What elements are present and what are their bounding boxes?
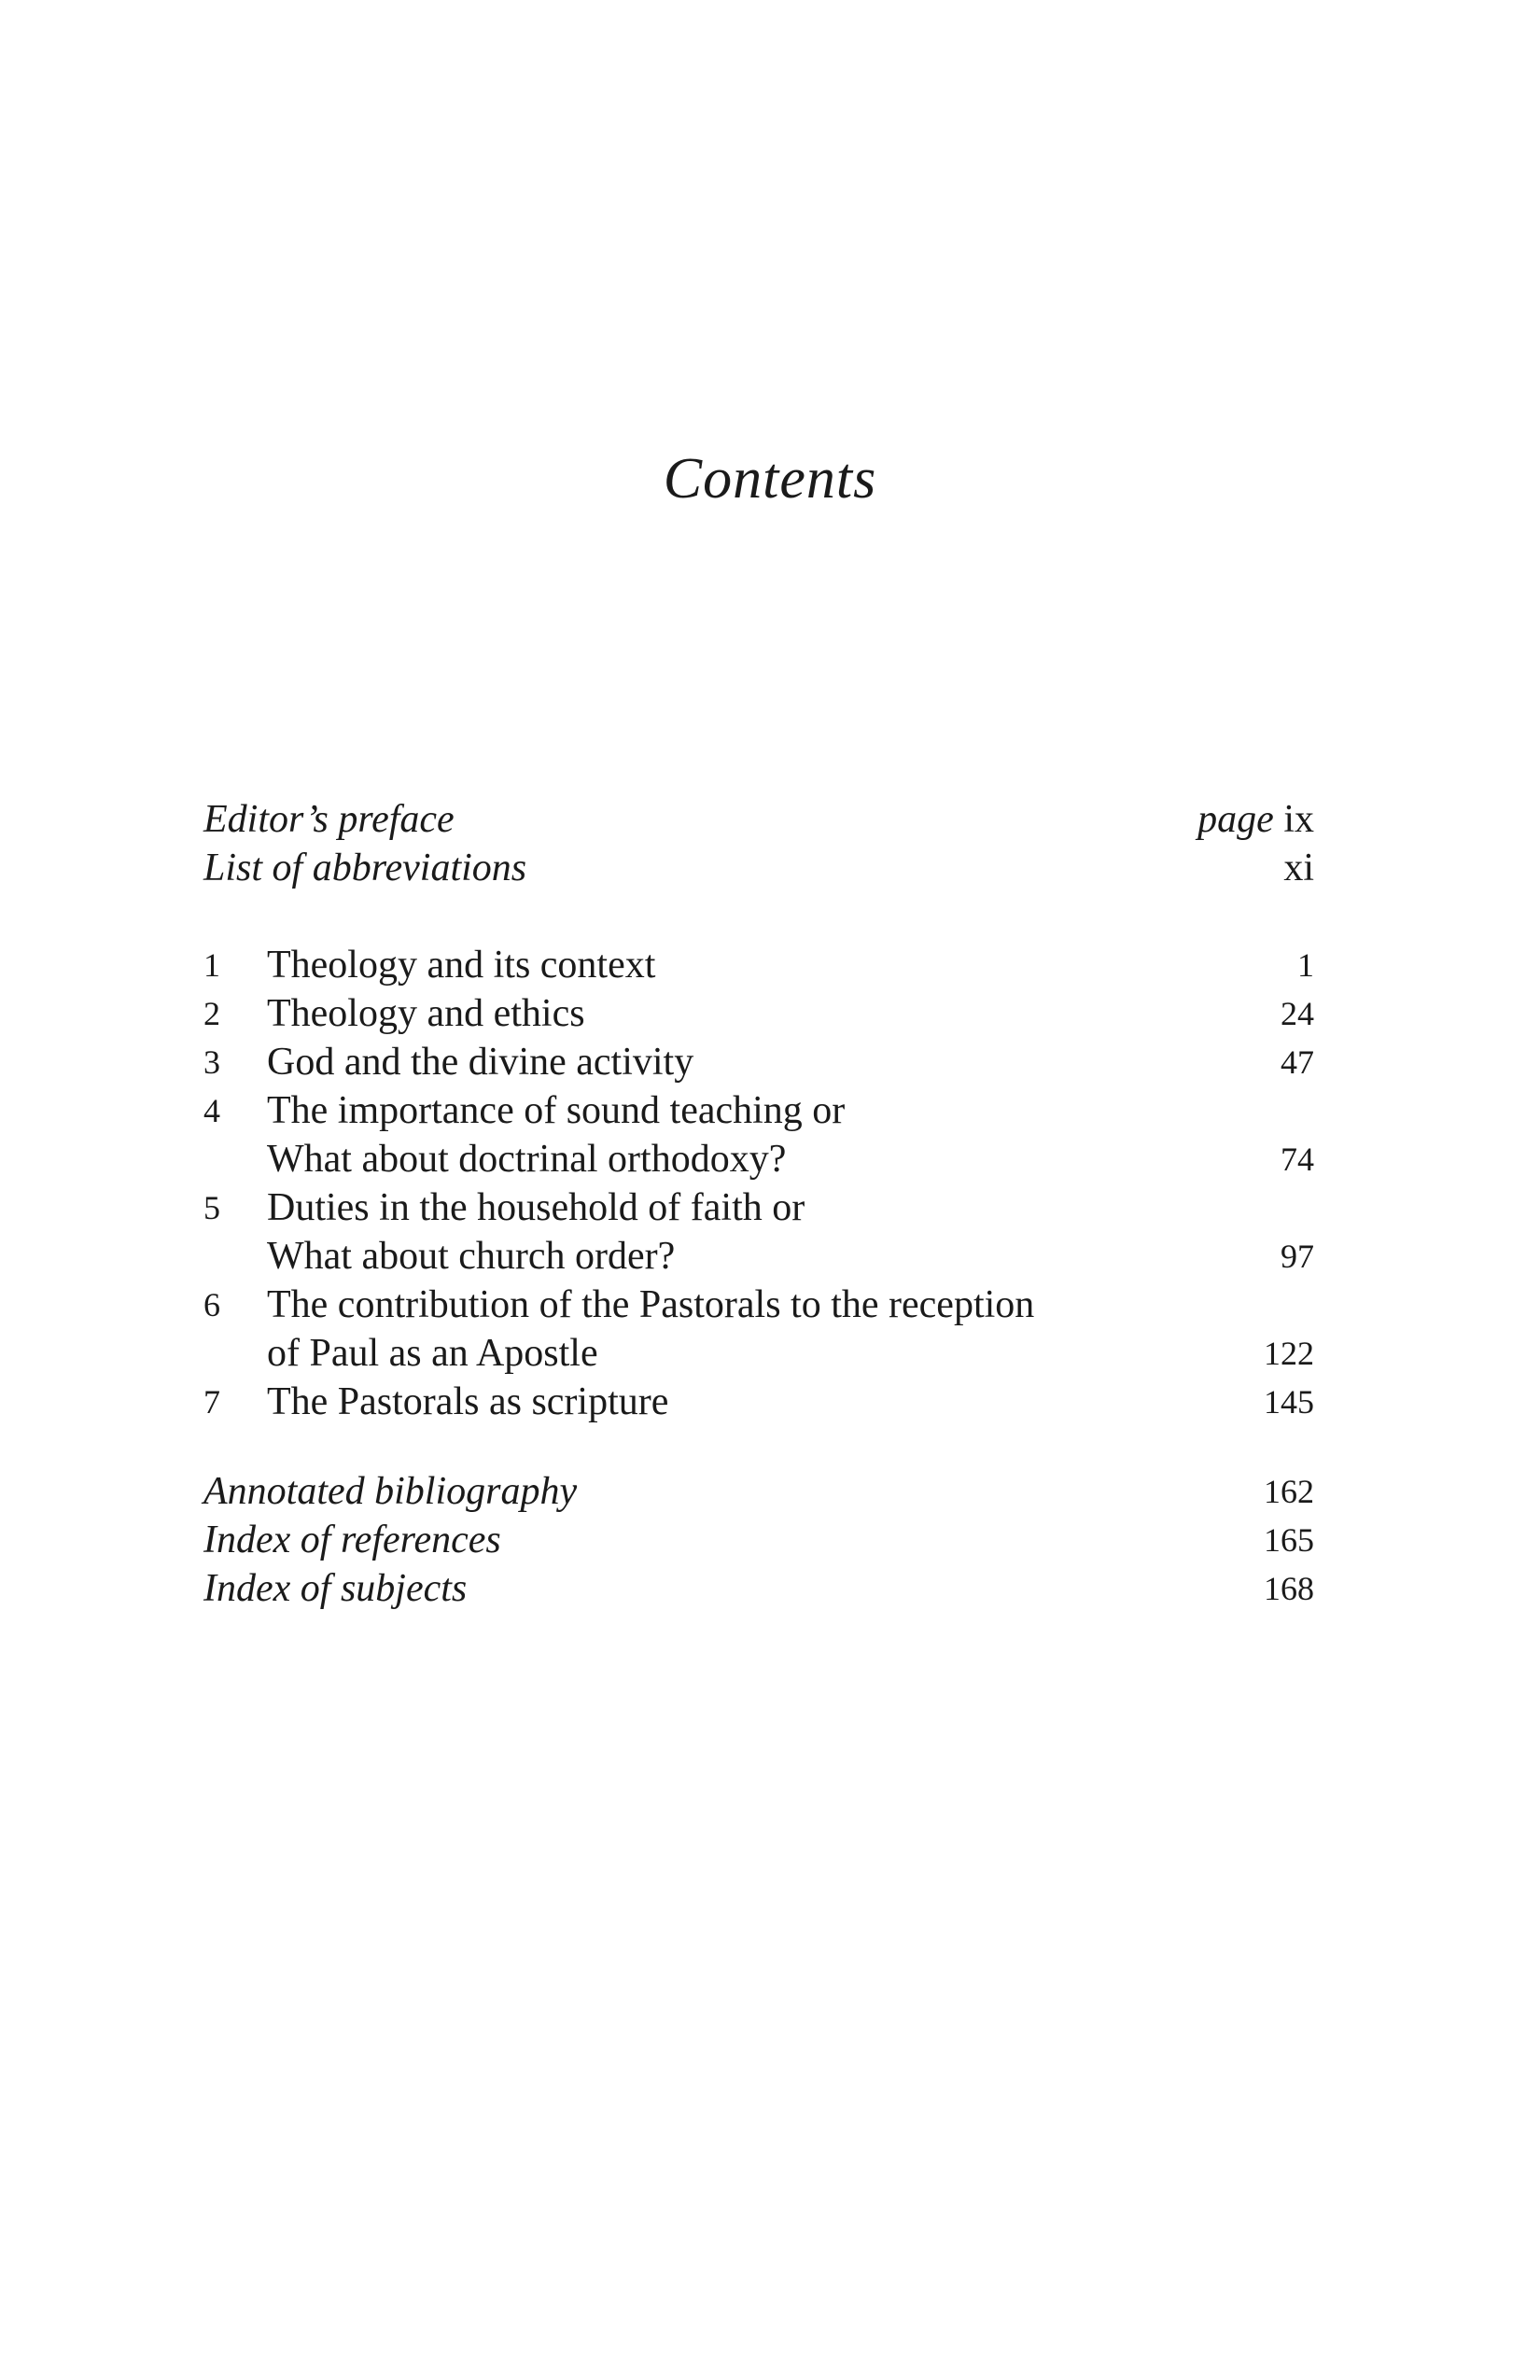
toc-entry-title: List of abbreviations (203, 847, 527, 889)
toc-entry-page: 1 (1297, 946, 1314, 984)
toc-entry-chapter-7[interactable] (203, 1378, 1314, 1426)
toc-entry-annotated-bibliography[interactable] (203, 1467, 1314, 1516)
toc-entry-title-block (267, 1183, 805, 1281)
page-title: Contents (663, 447, 877, 511)
toc-entry-page (1197, 795, 1314, 844)
toc-entry-index-of-subjects[interactable] (203, 1564, 1314, 1613)
toc-entry-page: 47 (1281, 1043, 1314, 1081)
toc-entry-page: 168 (1264, 1570, 1314, 1607)
toc-entry-chapter-1[interactable] (203, 941, 1314, 989)
toc-entry-title: The contribution of the Pastorals to the reception (267, 1283, 1035, 1326)
toc-entry-editors-preface[interactable] (203, 795, 1314, 844)
toc-entry-title-block (267, 1086, 845, 1183)
toc-entry-chapter-6[interactable] (203, 1281, 1314, 1378)
toc-entry-index-of-references[interactable] (203, 1516, 1314, 1564)
toc-entry-title: Theology and ethics (267, 992, 585, 1035)
toc-entry-chapter-2[interactable] (203, 989, 1314, 1038)
toc-entry-page-number: ix (1283, 798, 1314, 841)
toc-entry-page: xi (1283, 847, 1314, 889)
chapter-number: 4 (203, 1092, 220, 1129)
chapter-number: 5 (203, 1189, 220, 1226)
chapter-number: 3 (203, 1043, 220, 1081)
toc-entry-page: 74 (1281, 1141, 1314, 1178)
toc-entry-subtitle: of Paul as an Apostle (267, 1332, 598, 1375)
toc-entry-subtitle: What about church order? (267, 1235, 676, 1278)
toc-entry-page: 145 (1264, 1383, 1314, 1421)
toc-entry-chapter-5[interactable] (203, 1183, 1314, 1281)
toc-entry-title: Editor’s preface (203, 798, 455, 841)
toc-entry-title: Annotated bibliography (203, 1470, 578, 1513)
toc-entry-title: Duties in the household of faith or (267, 1186, 805, 1229)
toc-entry-page: 24 (1281, 995, 1314, 1032)
toc-entry-page: 97 (1281, 1238, 1314, 1275)
toc-entry-page: 162 (1264, 1473, 1314, 1510)
toc-entry-page: 165 (1264, 1521, 1314, 1559)
chapter-number: 6 (203, 1286, 220, 1323)
toc-entry-title: The Pastorals as scripture (267, 1380, 669, 1423)
toc-entry-title: Theology and its context (267, 944, 656, 987)
toc-entry-subtitle: What about doctrinal orthodoxy? (267, 1138, 787, 1181)
page-prefix: page (1197, 798, 1274, 841)
toc-entry-page: 122 (1264, 1335, 1314, 1372)
chapter-number: 7 (203, 1383, 220, 1421)
toc-entry-title: Index of references (203, 1519, 501, 1561)
toc-entry-chapter-4[interactable] (203, 1086, 1314, 1183)
chapter-number: 2 (203, 995, 220, 1032)
toc-entry-chapter-3[interactable] (203, 1038, 1314, 1086)
toc-entry-title: God and the divine activity (267, 1041, 694, 1084)
chapter-number: 1 (203, 946, 220, 984)
back-matter-list (203, 1467, 1314, 1613)
toc-entry-title: The importance of sound teaching or (267, 1089, 846, 1132)
toc-entry-title: Index of subjects (203, 1567, 468, 1610)
toc-entry-list-of-abbreviations[interactable] (203, 844, 1314, 892)
front-matter-list (203, 795, 1314, 892)
chapter-list (203, 941, 1314, 1426)
toc-entry-title-block (267, 1281, 1034, 1378)
